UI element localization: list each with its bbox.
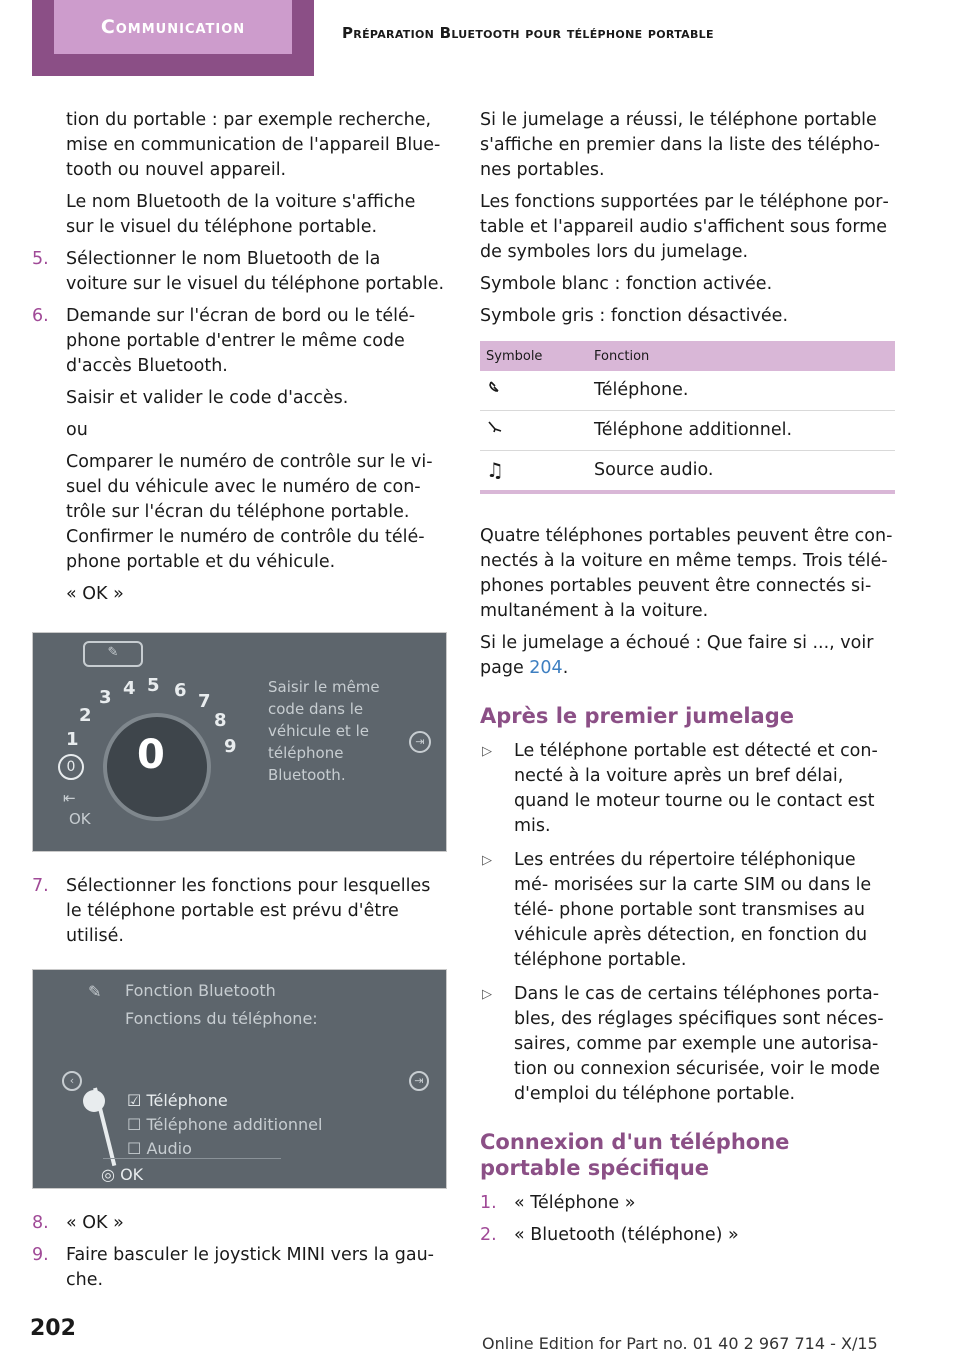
table-row-label: Téléphone additionnel. <box>588 411 895 451</box>
option-phone-label: Téléphone <box>146 1091 228 1110</box>
header-topic-title: Préparation Bluetooth pour téléphone portable <box>342 24 714 42</box>
step-text: « Bluetooth (téléphone) » <box>514 1225 739 1245</box>
function-column-header: Fonction <box>588 341 895 371</box>
ok-row-divider <box>103 1158 281 1159</box>
digit-7: 7 <box>198 691 211 712</box>
pairing-failed-paragraph <box>480 631 895 681</box>
step-9 <box>32 1243 447 1293</box>
step-text: « Téléphone » <box>514 1193 636 1213</box>
connect-step-2 <box>480 1223 895 1248</box>
option-phone <box>127 1088 228 1113</box>
digit-5: 5 <box>147 675 160 696</box>
table-row-label: Téléphone. <box>588 371 895 411</box>
step-6-sub-2: ou <box>66 420 88 440</box>
four-phones-paragraph: Quatre téléphones portables peuvent être con‐ nectés à la voiture en même temps. Trois télé‐ phones portables peuvent être connectés si‐ multanément à la voiture. <box>480 526 893 621</box>
supported-functions-paragraph: Les fonctions supportées par le téléphone por‐ table et l'appareil audio s'affichent sous forme de symboles lors du jumelage. <box>480 192 889 262</box>
right-column <box>480 108 895 1255</box>
digit-8: 8 <box>214 710 227 731</box>
header-section-tab-inner <box>54 0 292 54</box>
step-7 <box>32 874 447 949</box>
option-additional-phone-label: Téléphone additionnel <box>146 1115 323 1134</box>
digit-6: 6 <box>174 680 187 701</box>
checkbox-icon: ☐ <box>127 1139 142 1158</box>
list-item <box>480 848 895 973</box>
pairing-failed-text: Si le jumelage a échoué : Que faire si ..., voir page <box>480 633 874 678</box>
step-text: Sélectionner les fonctions pour lesquelles le téléphone portable est prévu d'être utilisé. <box>66 876 431 946</box>
triangle-bullet-icon: ▷ <box>482 987 492 1002</box>
step-number: 7. <box>32 876 49 896</box>
step-text: Demande sur l'écran de bord ou le télé‐ phone portable d'entrer le même code d'accès Bluetooth. <box>66 306 416 376</box>
list-item-text: Les entrées du répertoire téléphonique mé‐ morisées sur la carte SIM ou dans le télé‐ phone portable sont transmises au véhicule après détection, en fonction du téléphone portable. <box>514 850 872 970</box>
selector-knob <box>83 1090 105 1112</box>
edit-icon: ✎ <box>83 641 143 667</box>
digit-3: 3 <box>99 687 112 708</box>
step-text: « OK » <box>66 1213 124 1233</box>
center-digit: 0 <box>137 732 165 778</box>
additional-phone-icon <box>480 411 588 451</box>
digit-2: 2 <box>79 705 92 726</box>
edition-footer: Online Edition for Part no. 01 40 2 967 714 - X/15 <box>482 1334 878 1353</box>
after-first-pairing-heading: Après le premier jumelage <box>480 704 794 728</box>
passcode-message: Saisir le même code dans le véhicule et le téléphone Bluetooth. <box>268 678 380 784</box>
zero-option-label: 0 <box>66 759 76 775</box>
option-additional-phone <box>127 1112 322 1137</box>
step-6-sub-3: Comparer le numéro de contrôle sur le vi‐ suel du véhicule avec le numéro de con‐ trôle sur l'écran du téléphone portable. Confirmer le numéro de contrôle du télé‐ phone portable et du véhicule. <box>66 452 433 572</box>
screen-title: Fonction Bluetooth <box>125 981 276 1000</box>
table-row-label: Source audio. <box>588 451 895 493</box>
digit-4: 4 <box>123 678 136 699</box>
connect-specific-phone-heading: Connexion d'un téléphone portable spécifique <box>480 1130 790 1180</box>
grey-symbol-paragraph: Symbole gris : fonction désactivée. <box>480 306 789 326</box>
scroll-left-icon: ‹ <box>62 1071 82 1091</box>
step-6-sub-1: Saisir et valider le code d'accès. <box>66 388 349 408</box>
scroll-right-icon: ⇥ <box>409 1071 429 1091</box>
step-5 <box>32 247 447 297</box>
connect-step-1 <box>480 1191 895 1216</box>
step-6-sub-4: « OK » <box>66 584 124 604</box>
backspace-icon: ⇤ <box>63 789 76 807</box>
table-row <box>480 371 895 411</box>
checkbox-checked-icon: ☑ <box>127 1091 142 1110</box>
header-section-title: Communication <box>100 16 246 38</box>
list-item-text: Le téléphone portable est détecté et con‐ necté à la voiture après un bref délai, quand le moteur tourne ou le contact est mis. <box>514 741 878 836</box>
list-item-text: Dans le cas de certains téléphones porta‐ bles, des réglages spécifiques sont néces‐ saires, comme par exemple une autorisa‐ tion ou connexion sécurisée, voir le mode d'emploi du téléphone portable. <box>514 984 884 1104</box>
checkbox-icon: ☐ <box>127 1115 142 1134</box>
pairing-success-paragraph: Si le jumelage a réussi, le téléphone portable s'affiche en premier dans la liste des télépho‐ nes portables. <box>480 110 880 180</box>
ok-option: OK <box>69 810 91 828</box>
step-number: 5. <box>32 249 49 269</box>
option-audio-label: Audio <box>146 1139 192 1158</box>
bluetooth-function-screen-figure <box>32 969 447 1189</box>
step-number: 6. <box>32 306 49 326</box>
scroll-right-icon: ⇥ <box>409 731 431 753</box>
triangle-bullet-icon: ▷ <box>482 853 492 868</box>
step-number: 1. <box>480 1193 497 1213</box>
table-row <box>480 411 895 451</box>
step-text: Faire basculer le joystick MINI vers la gau‐ che. <box>66 1245 434 1290</box>
phone-handset-icon <box>480 371 588 411</box>
music-note-icon: ♫ <box>480 451 588 493</box>
step-number: 2. <box>480 1225 497 1245</box>
ok-label: OK <box>120 1165 144 1184</box>
zero-option <box>58 754 84 780</box>
passcode-entry-screen-figure <box>32 632 447 852</box>
digit-1: 1 <box>66 729 79 750</box>
step-8 <box>32 1211 447 1236</box>
symbol-table-header <box>480 341 895 371</box>
step-text: Sélectionner le nom Bluetooth de la voiture sur le visuel du téléphone portable. <box>66 249 445 294</box>
left-column <box>32 108 447 1300</box>
intro-paragraph-2: Le nom Bluetooth de la voiture s'affiche sur le visuel du téléphone portable. <box>66 192 416 237</box>
list-item <box>480 739 895 839</box>
header-section-tab <box>32 0 314 76</box>
page-number: 202 <box>30 1316 76 1341</box>
symbol-table <box>480 341 895 494</box>
white-symbol-paragraph: Symbole blanc : fonction activée. <box>480 274 773 294</box>
page-link[interactable]: 204 <box>529 658 563 678</box>
screen-subtitle: Fonctions du téléphone: <box>125 1009 318 1028</box>
step-number: 9. <box>32 1245 49 1265</box>
ok-radio-icon: ◎ <box>101 1165 115 1184</box>
pairing-failed-end: . <box>562 658 569 678</box>
digit-9: 9 <box>224 736 237 757</box>
intro-paragraph-1: tion du portable : par exemple recherche, mise en communication de l'appareil Blue‐ tooth ou nouvel appareil. <box>66 110 441 180</box>
symbol-column-header: Symbole <box>480 341 588 371</box>
bluetooth-edit-icon: ✎ <box>88 982 102 1001</box>
step-number: 8. <box>32 1213 49 1233</box>
triangle-bullet-icon: ▷ <box>482 744 492 759</box>
ok-option <box>101 1162 143 1187</box>
table-row <box>480 451 895 493</box>
step-6 <box>32 304 447 379</box>
list-item <box>480 982 895 1107</box>
